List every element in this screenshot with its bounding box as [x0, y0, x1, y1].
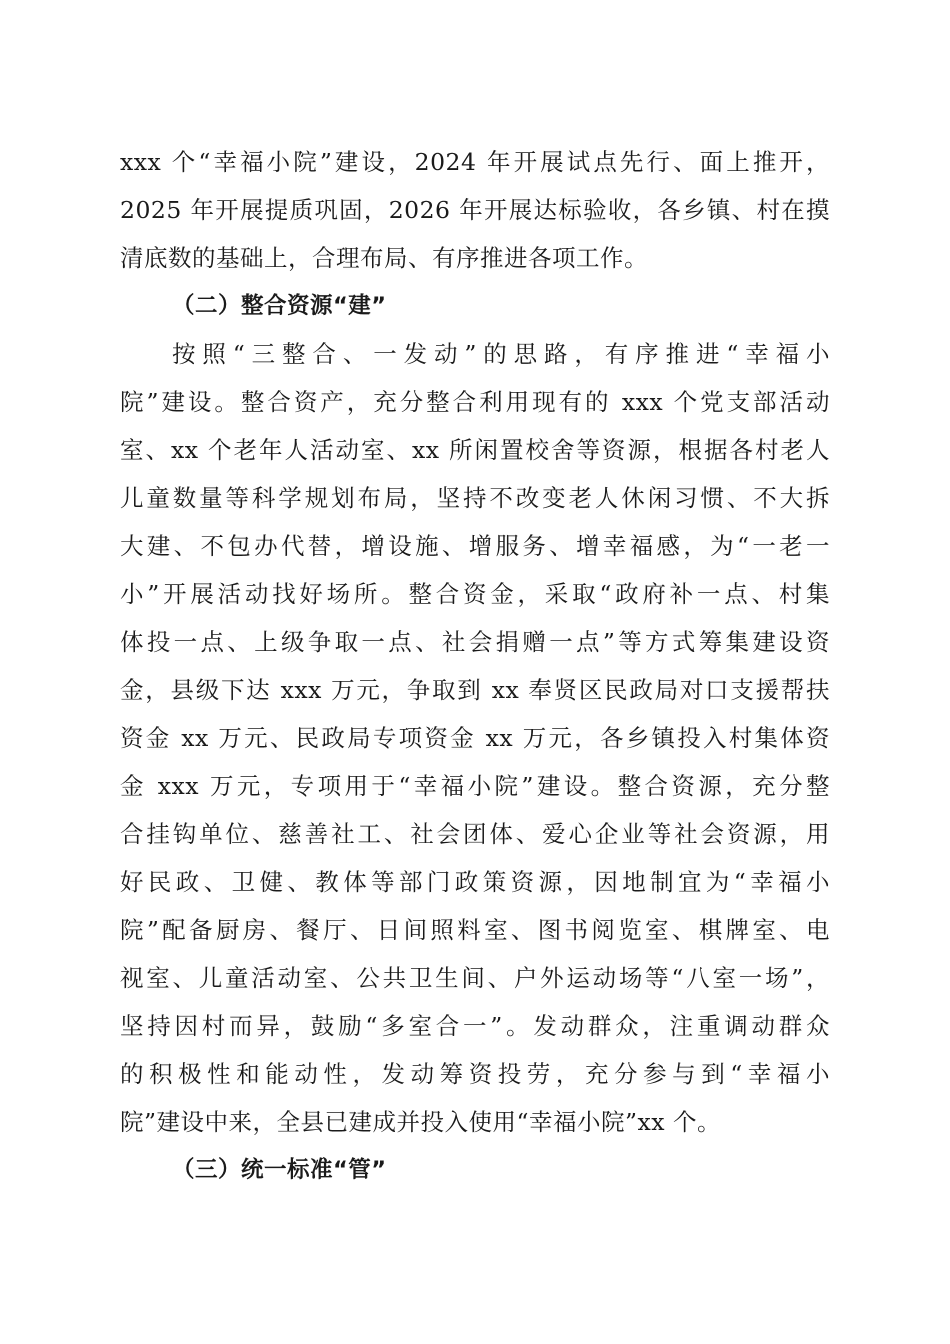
body-line: 坚持因村而异，鼓励“多室合一”。发动群众，注重调动群众 — [120, 1012, 830, 1040]
body-line: 院”建设中来，全县已建成并投入使用“幸福小院”xx 个。 — [120, 1108, 722, 1136]
document-body — [120, 138, 830, 1194]
body-line: 清底数的基础上，合理布局、有序推进各项工作。 — [120, 244, 648, 272]
body-line: 的积极性和能动性，发动筹资投劳，充分参与到“幸福小 — [120, 1060, 830, 1088]
body-line: 金 xxx 万元，专项用于“幸福小院”建设。整合资源，充分整 — [120, 772, 830, 800]
body-line: 视室、儿童活动室、公共卫生间、户外运动场等“八室一场”， — [120, 964, 830, 992]
body-line: 室、xx 个老年人活动室、xx 所闲置校舍等资源，根据各村老人 — [120, 436, 830, 464]
body-line: 金，县级下达 xxx 万元，争取到 xx 奉贤区民政局对口支援帮扶 — [120, 676, 830, 704]
body-line: 大建、不包办代替，增设施、增服务、增幸福感，为“一老一 — [120, 532, 830, 560]
paragraph-first-line: 按照“三整合、一发动”的思路，有序推进“幸福小 — [172, 340, 830, 368]
body-line: 合挂钩单位、慈善社工、社会团体、爱心企业等社会资源，用 — [120, 820, 830, 848]
body-line: 好民政、卫健、教体等部门政策资源，因地制宜为“幸福小 — [120, 868, 830, 896]
body-line: 体投一点、上级争取一点、社会捐赠一点”等方式筹集建设资 — [120, 628, 830, 656]
body-line: 院”配备厨房、餐厅、日间照料室、图书阅览室、棋牌室、电 — [120, 916, 830, 944]
section-heading-2: （二）整合资源“建” — [172, 293, 387, 319]
body-line: 院”建设。整合资产，充分整合利用现有的 xxx 个党支部活动 — [120, 388, 830, 416]
body-line: 资金 xx 万元、民政局专项资金 xx 万元，各乡镇投入村集体资 — [120, 724, 830, 752]
body-line: 儿童数量等科学规划布局，坚持不改变老人休闲习惯、不大拆 — [120, 484, 830, 512]
body-line: xxx 个“幸福小院”建设，2024 年开展试点先行、面上推开， — [120, 148, 830, 176]
body-line: 小”开展活动找好场所。整合资金，采取“政府补一点、村集 — [120, 580, 830, 608]
body-line: 2025 年开展提质巩固，2026 年开展达标验收，各乡镇、村在摸 — [120, 196, 830, 224]
section-heading-3: （三）统一标准“管” — [172, 1157, 387, 1183]
